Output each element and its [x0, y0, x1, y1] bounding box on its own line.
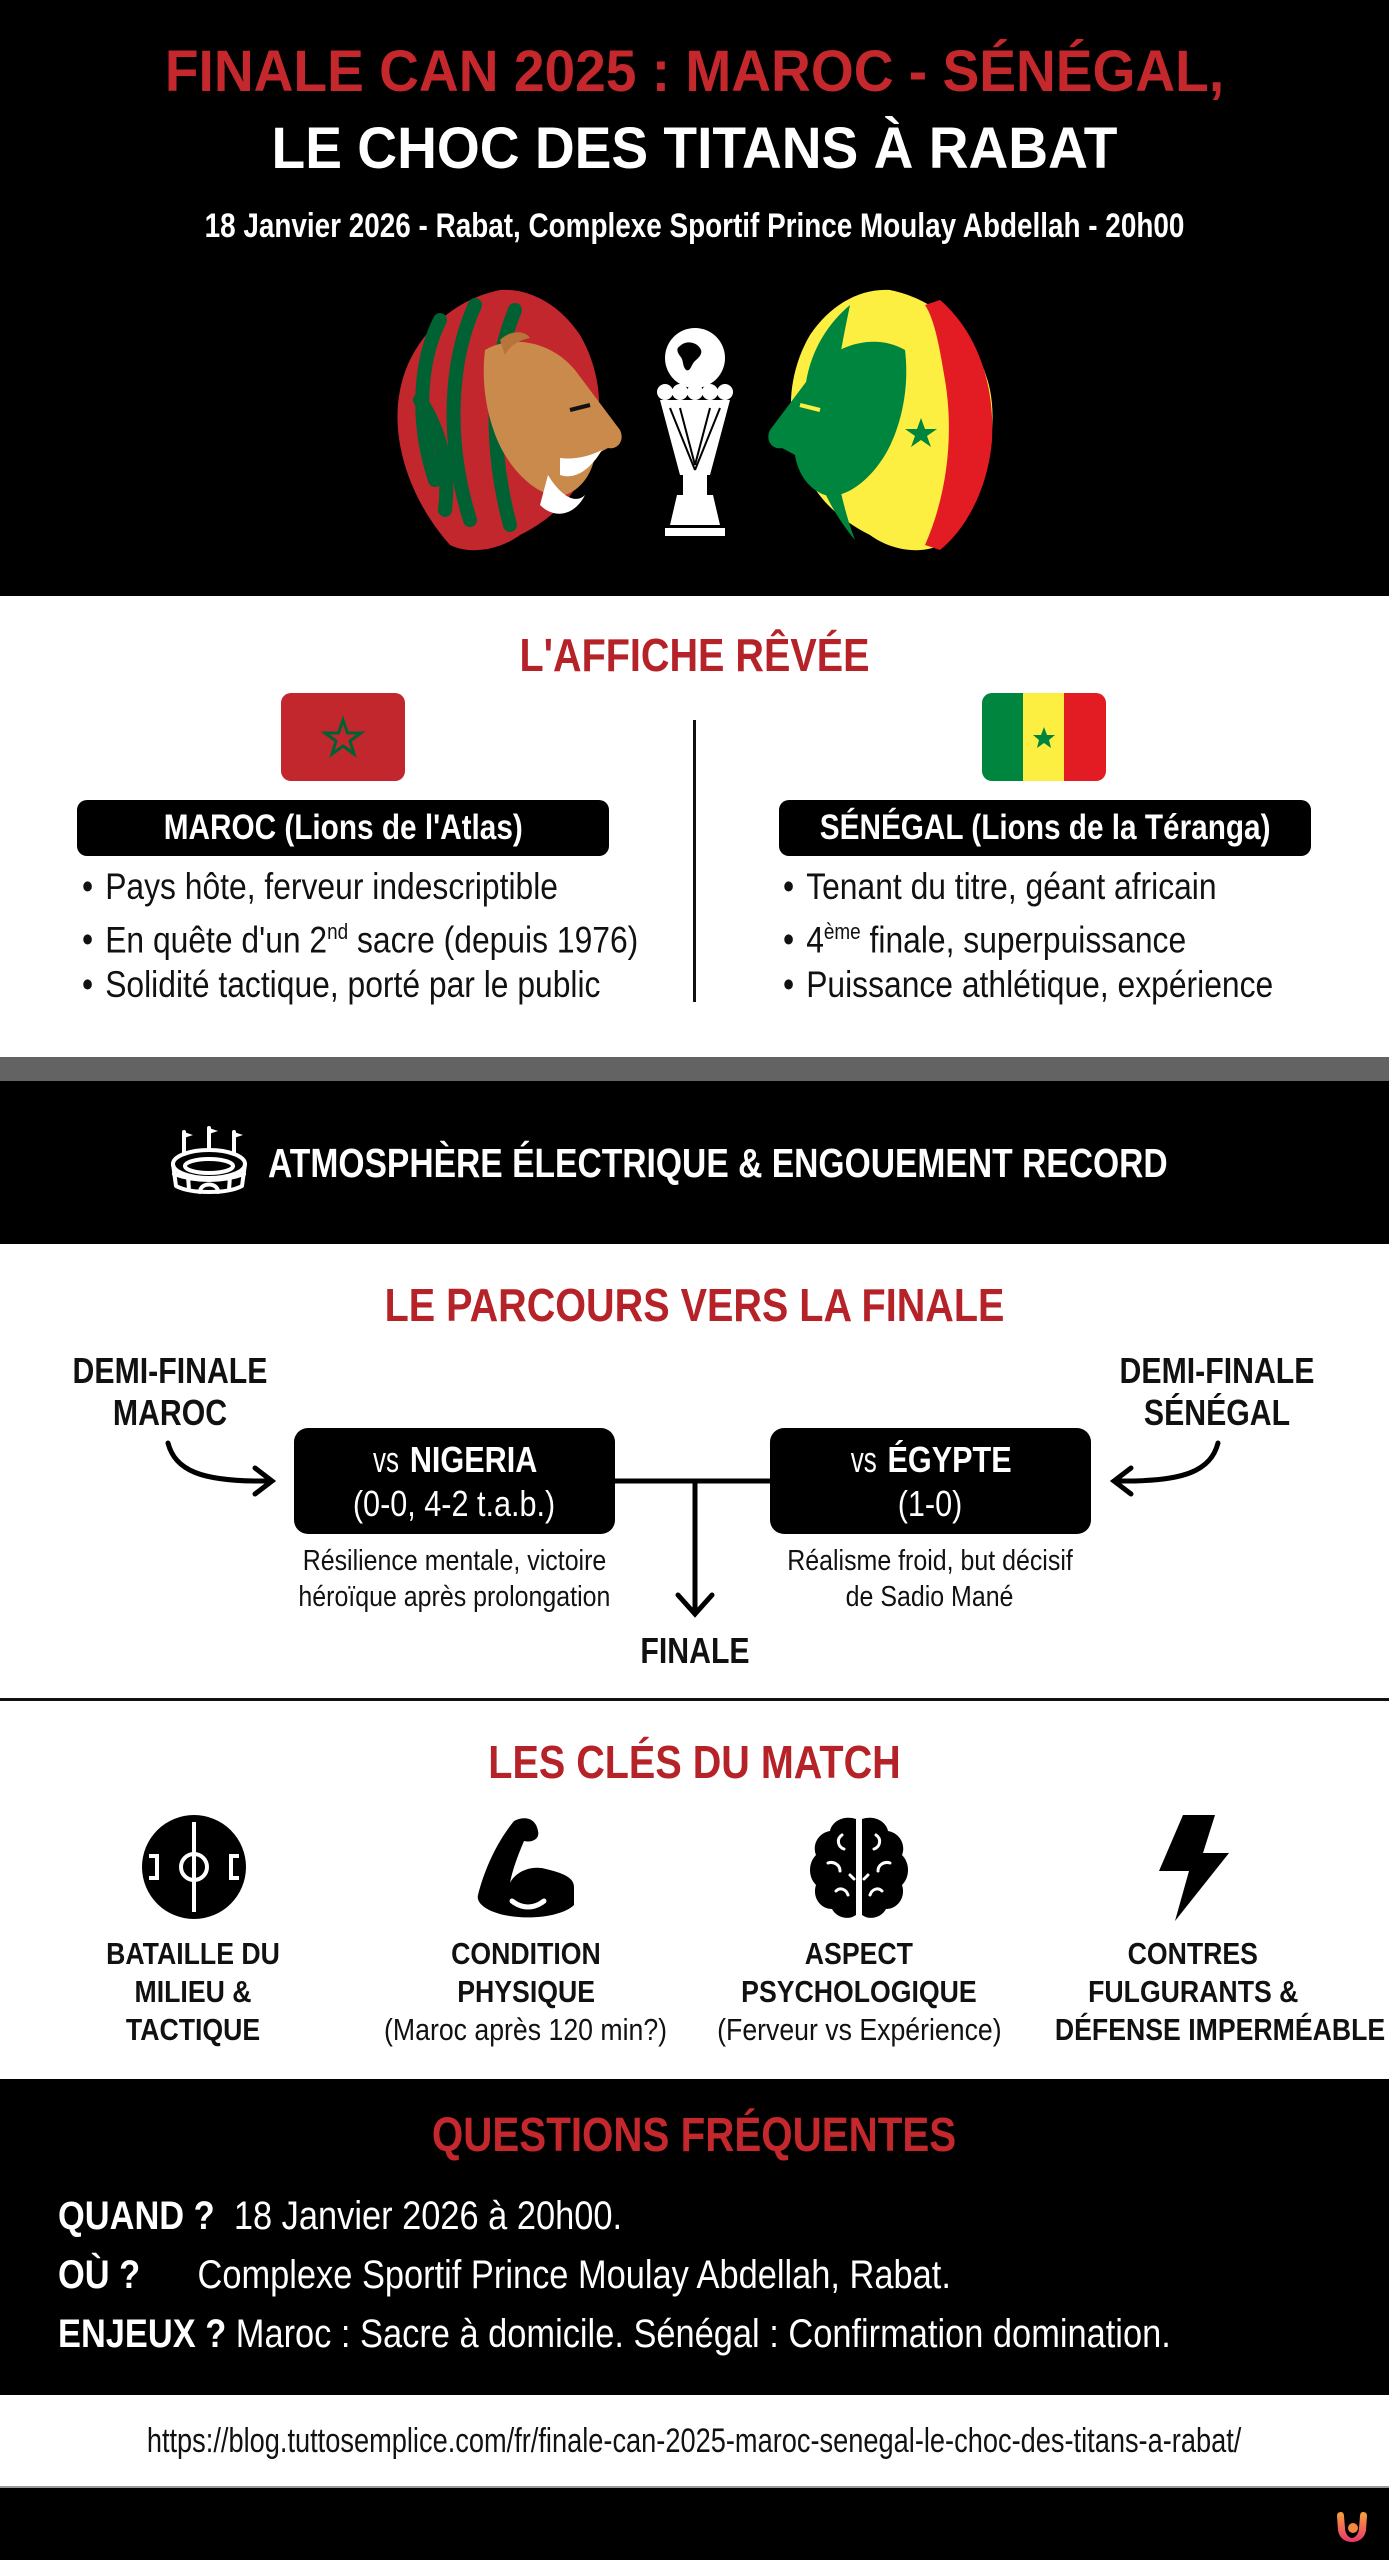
finale-label: FINALE: [639, 1630, 750, 1671]
parcours-title: LE PARCOURS VERS LA FINALE: [384, 1279, 1005, 1331]
lightning-bolt-icon: [1159, 1815, 1231, 1921]
match-box-nigeria: vs NIGERIA (0-0, 4-2 t.a.b.): [294, 1428, 615, 1534]
vertical-divider: [693, 720, 696, 1002]
key-item-contres: CONTRES FULGURANTS & DÉFENSE IMPERMÉABLE: [1054, 1936, 1386, 2047]
football-pitch-icon: [141, 1814, 247, 1920]
brand-logo-icon: [1335, 2508, 1369, 2544]
faq-row-ou: OÙ ? Complexe Sportif Prince Moulay Abdellah, Rabat.: [58, 2253, 951, 2297]
match-note-morocco: Résilience mentale, victoire héroïque après prolongation: [298, 1545, 610, 1613]
faq-row-quand: QUAND ? 18 Janvier 2026 à 20h00.: [58, 2194, 623, 2238]
brain-icon: [806, 1815, 912, 1921]
gray-separator-bar: [0, 1057, 1389, 1081]
faq-row-enjeux: ENJEUX ? Maroc : Sacre à domicile. Sénégal : Confirmation domination.: [58, 2312, 1171, 2356]
flexed-bicep-icon: [474, 1815, 578, 1921]
key-item-physique: CONDITION PHYSIQUE (Maroc après 120 min?): [384, 1936, 668, 2047]
key-item-psychologique: ASPECT PSYCHOLOGIQUE (Ferveur vs Expérience): [717, 1936, 1002, 2047]
senegal-bullets: [783, 864, 1353, 1007]
team-pill-senegal: SÉNÉGAL (Lions de la Téranga): [779, 800, 1311, 856]
senegal-flag: [982, 693, 1106, 781]
lion-senegal-icon: [768, 290, 992, 550]
match-info-subtitle: 18 Janvier 2026 - Rabat, Complexe Sportif Prince Moulay Abdellah - 20h00: [204, 207, 1185, 245]
key-item-tactique: BATAILLE DU MILIEU & TACTIQUE: [106, 1936, 280, 2047]
source-url-link[interactable]: https://blog.tuttosemplice.com/fr/finale-can-2025-maroc-senegal-le-choc-des-titans-a-rabat/: [147, 2422, 1242, 2460]
lion-morocco-icon: [397, 290, 621, 550]
faq-title: QUESTIONS FRÉQUENTES: [432, 2109, 957, 2162]
bullet-item: • Puissance athlétique, expérience: [783, 962, 1273, 1007]
bullet-item: • Solidité tactique, porté par le public: [82, 962, 638, 1007]
afcon-trophy-icon: [657, 328, 733, 536]
affiche-title: L'AFFICHE RÊVÉE: [519, 629, 870, 681]
morocco-bullets: [82, 864, 729, 1007]
semifinal-label-morocco: DEMI-FINALE MAROC: [72, 1350, 268, 1433]
team-pill-morocco: MAROC (Lions de l'Atlas): [77, 800, 609, 856]
bullet-item: • Pays hôte, ferveur indescriptible: [82, 864, 638, 909]
semifinal-label-senegal: DEMI-FINALE SÉNÉGAL: [1119, 1350, 1315, 1433]
title-line-1: FINALE CAN 2025 : MAROC - SÉNÉGAL,: [164, 39, 1225, 104]
match-note-senegal: Réalisme froid, but décisif de Sadio Mané: [787, 1545, 1073, 1613]
stadium-icon: [166, 1126, 252, 1196]
match-box-egypte: vs ÉGYPTE (1-0): [770, 1428, 1091, 1534]
bullet-item: • En quête d'un 2nd sacre (depuis 1976): [82, 909, 638, 962]
cles-title: LES CLÉS DU MATCH: [488, 1736, 901, 1788]
morocco-flag: [281, 693, 405, 781]
title-line-2: LE CHOC DES TITANS À RABAT: [271, 116, 1118, 181]
atmosphere-text: ATMOSPHÈRE ÉLECTRIQUE & ENGOUEMENT RECORD: [268, 1140, 1168, 1186]
footer-bar: [0, 2490, 1389, 2560]
hero-illustration: [380, 280, 1010, 565]
bullet-item: • Tenant du titre, géant africain: [783, 864, 1273, 909]
bullet-item: • 4ème finale, superpuissance: [783, 909, 1273, 962]
